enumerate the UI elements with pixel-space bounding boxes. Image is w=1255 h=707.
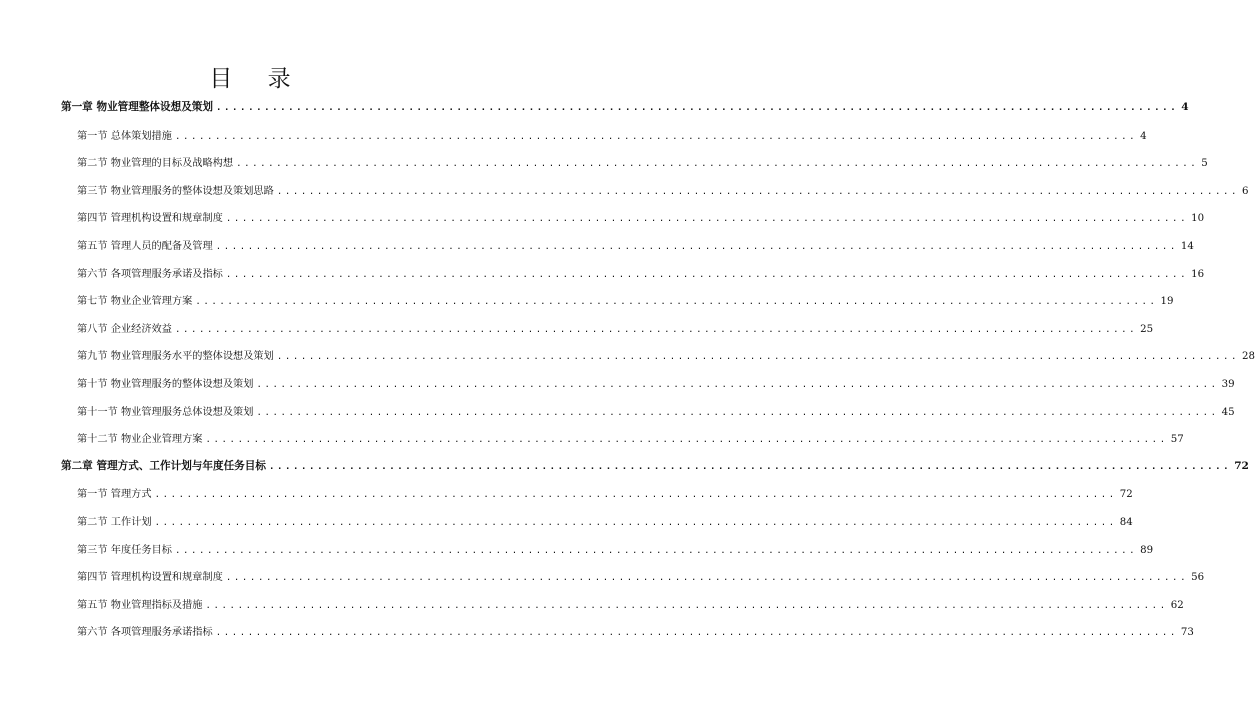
toc-section-entry[interactable] bbox=[61, 265, 1205, 293]
toc-dot-leader: ........................................................................................................................ bbox=[225, 269, 1189, 280]
toc-page-number: 6 bbox=[1242, 185, 1249, 197]
toc-dot-leader: ........................................................................................................................ bbox=[236, 159, 1199, 170]
toc-entry-label: 第七节 物业企业管理方案 bbox=[77, 296, 193, 308]
toc-page-number: 19 bbox=[1160, 296, 1174, 308]
toc-section-entry[interactable] bbox=[61, 568, 1205, 596]
toc-page-number: 39 bbox=[1221, 378, 1235, 390]
toc-dot-leader: ........................................................................................................................ bbox=[174, 131, 1138, 142]
toc-section-entry[interactable] bbox=[61, 541, 1154, 569]
toc-entry-label: 第一章 物业管理整体设想及策划 bbox=[61, 101, 213, 113]
toc-section-entry[interactable] bbox=[61, 485, 1133, 513]
toc-entry-label: 第五节 管理人员的配备及管理 bbox=[77, 240, 213, 252]
toc-entry-label: 第六节 各项管理服务承诺及指标 bbox=[77, 268, 223, 280]
toc-dot-leader: ........................................................................................................................ bbox=[154, 490, 1117, 501]
toc-entry-label: 第十一节 物业管理服务总体设想及策划 bbox=[77, 406, 254, 418]
toc-page-number: 16 bbox=[1191, 268, 1205, 280]
toc-dot-leader: ........................................................................................................................ bbox=[215, 241, 1178, 252]
toc-dot-leader: ........................................................................................................................ bbox=[216, 103, 1179, 113]
toc-page-number: 72 bbox=[1234, 459, 1249, 472]
toc-dot-leader: ........................................................................................................................ bbox=[174, 545, 1138, 556]
toc-page-number: 4 bbox=[1140, 130, 1147, 142]
toc-section-entry[interactable] bbox=[61, 513, 1133, 541]
toc-entry-label: 第三节 年度任务目标 bbox=[77, 544, 172, 556]
toc-entry-label: 第三节 物业管理服务的整体设想及策划思路 bbox=[77, 185, 274, 197]
toc-page-number: 45 bbox=[1221, 406, 1235, 418]
toc-section-entry[interactable] bbox=[61, 347, 1255, 375]
toc-section-entry[interactable] bbox=[61, 596, 1184, 624]
toc-section-entry[interactable] bbox=[61, 209, 1205, 237]
toc-page-number: 25 bbox=[1140, 323, 1154, 335]
toc-dot-leader: ........................................................................................................................ bbox=[174, 324, 1138, 335]
toc-entry-label: 第六节 各项管理服务承诺指标 bbox=[77, 627, 213, 639]
toc-entry-label: 第九节 物业管理服务水平的整体设想及策划 bbox=[77, 351, 274, 363]
toc-dot-leader: ........................................................................................................................ bbox=[215, 628, 1178, 639]
toc-page-number: 28 bbox=[1242, 351, 1255, 363]
toc-entry-label: 第十二节 物业企业管理方案 bbox=[77, 434, 203, 446]
toc-section-entry[interactable] bbox=[61, 430, 1184, 458]
toc-page-number: 56 bbox=[1191, 572, 1205, 584]
toc-entry-label: 第八节 企业经济效益 bbox=[77, 323, 172, 335]
toc-entry-label: 第一节 管理方式 bbox=[77, 489, 152, 501]
toc-section-entry[interactable] bbox=[61, 182, 1249, 210]
toc-page-number: 4 bbox=[1181, 101, 1189, 113]
toc-page-number: 73 bbox=[1180, 627, 1194, 639]
toc-dot-leader: ........................................................................................................................ bbox=[225, 214, 1189, 225]
toc-section-entry[interactable] bbox=[61, 375, 1235, 403]
toc-page-number: 62 bbox=[1170, 599, 1184, 611]
toc-entry-label: 第二节 工作计划 bbox=[77, 516, 152, 528]
toc-dot-leader: ........................................................................................................................ bbox=[256, 407, 1219, 418]
toc-section-entry[interactable] bbox=[61, 292, 1174, 320]
toc-page-number: 14 bbox=[1180, 240, 1194, 252]
toc-dot-leader: ........................................................................................................................ bbox=[154, 517, 1117, 528]
toc-dot-leader: ........................................................................................................................ bbox=[268, 461, 1232, 472]
toc-page-number: 10 bbox=[1191, 213, 1205, 225]
toc-dot-leader: ........................................................................................................................ bbox=[195, 297, 1158, 308]
toc-chapter-entry[interactable] bbox=[61, 458, 1249, 486]
toc-list bbox=[61, 99, 1255, 651]
toc-dot-leader: ........................................................................................................................ bbox=[205, 600, 1168, 611]
toc-entry-label: 第四节 管理机构设置和规章制度 bbox=[77, 213, 223, 225]
toc-dot-leader: ........................................................................................................................ bbox=[205, 435, 1168, 446]
toc-entry-label: 第五节 物业管理指标及措施 bbox=[77, 599, 203, 611]
toc-page-number: 84 bbox=[1119, 516, 1133, 528]
toc-entry-label: 第四节 管理机构设置和规章制度 bbox=[77, 572, 223, 584]
toc-entry-label: 第十节 物业管理服务的整体设想及策划 bbox=[77, 378, 254, 390]
toc-dot-leader: ........................................................................................................................ bbox=[276, 186, 1240, 197]
toc-section-entry[interactable] bbox=[61, 154, 1208, 182]
toc-dot-leader: ........................................................................................................................ bbox=[256, 379, 1219, 390]
toc-entry-label: 第一节 总体策划措施 bbox=[77, 130, 172, 142]
toc-section-entry[interactable] bbox=[61, 623, 1194, 651]
toc-section-entry[interactable] bbox=[61, 320, 1154, 348]
toc-page-number: 57 bbox=[1170, 434, 1184, 446]
toc-title: 目 录 bbox=[209, 66, 305, 92]
toc-page-number: 89 bbox=[1140, 544, 1154, 556]
toc-section-entry[interactable] bbox=[61, 127, 1147, 155]
toc-entry-label: 第二章 管理方式、工作计划与年度任务目标 bbox=[61, 459, 266, 472]
toc-chapter-entry[interactable] bbox=[61, 99, 1189, 127]
toc-dot-leader: ........................................................................................................................ bbox=[276, 352, 1240, 363]
toc-page-number: 5 bbox=[1201, 158, 1208, 170]
toc-section-entry[interactable] bbox=[61, 403, 1235, 431]
toc-section-entry[interactable] bbox=[61, 237, 1194, 265]
toc-dot-leader: ........................................................................................................................ bbox=[225, 573, 1189, 584]
toc-entry-label: 第二节 物业管理的目标及战略构想 bbox=[77, 158, 234, 170]
toc-page-number: 72 bbox=[1119, 489, 1133, 501]
